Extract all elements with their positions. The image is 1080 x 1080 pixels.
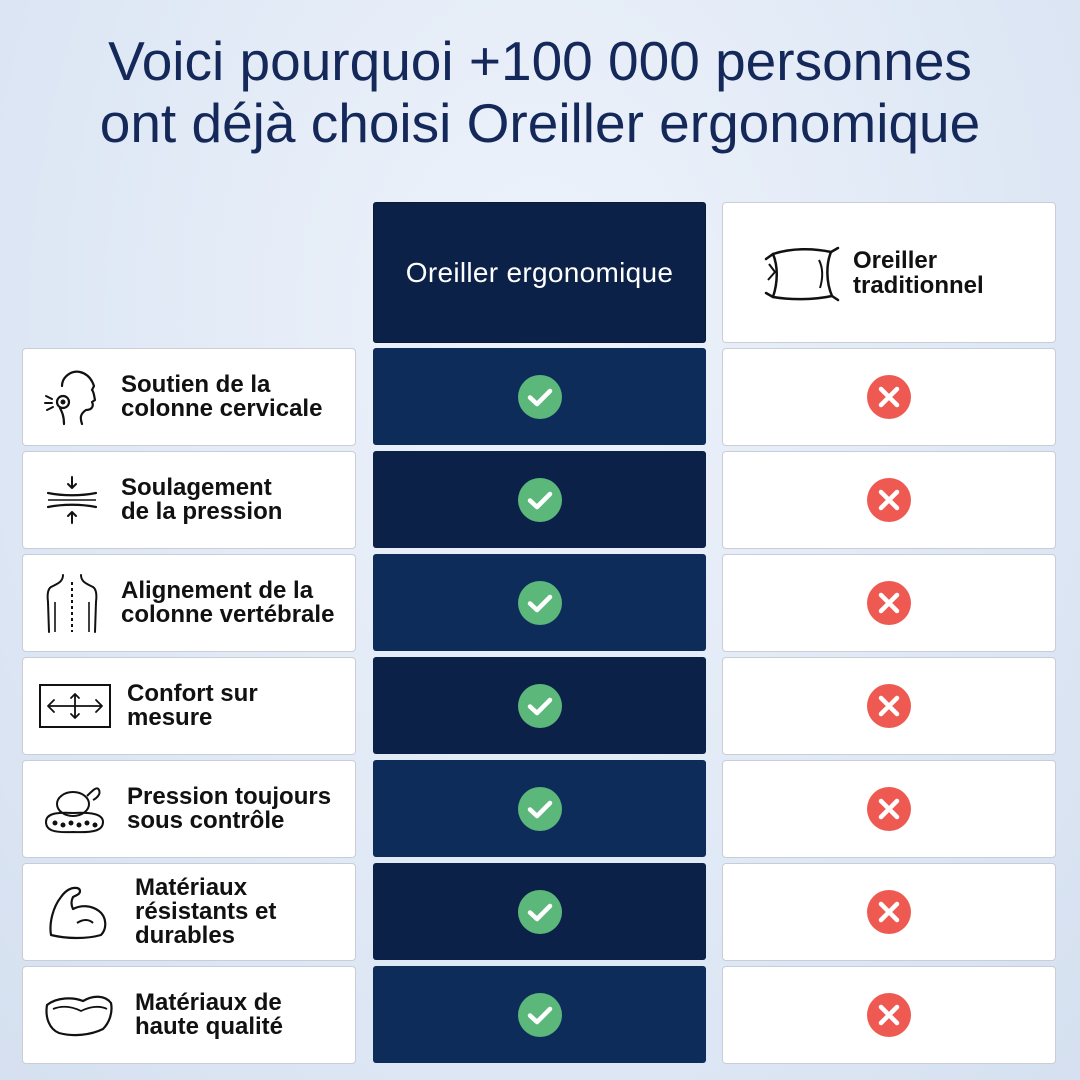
compression-icon xyxy=(23,475,121,525)
feature-row-pressure-control xyxy=(22,760,356,858)
feature-label-line2: mesure xyxy=(127,704,213,731)
feature-label-line2: de la pression xyxy=(121,498,283,525)
feature-row-pressure-relief xyxy=(22,451,356,549)
cross-icon xyxy=(866,477,912,523)
head-on-pillow-icon xyxy=(23,782,127,836)
traditional-cell xyxy=(722,451,1056,549)
cross-icon xyxy=(866,786,912,832)
ergonomic-cell xyxy=(373,966,706,1063)
feature-label xyxy=(135,991,283,1039)
feature-label-line1: Alignement de la xyxy=(121,577,314,604)
resize-icon xyxy=(23,683,127,729)
traditional-cell xyxy=(722,863,1056,961)
feature-label-line2: sous contrôle xyxy=(127,807,285,834)
feature-label xyxy=(121,579,334,627)
check-icon xyxy=(517,786,563,832)
ergonomic-cell xyxy=(373,451,706,548)
feature-label xyxy=(135,876,276,948)
check-icon xyxy=(517,992,563,1038)
ergonomic-cell xyxy=(373,760,706,857)
traditional-cell xyxy=(722,554,1056,652)
contour-pillow-icon xyxy=(23,991,135,1039)
feature-label-line2: colonne vertébrale xyxy=(121,601,335,628)
headline-line-2: ont déjà choisi Oreiller ergonomique xyxy=(99,92,981,154)
traditional-cell xyxy=(722,760,1056,858)
ergonomic-cell xyxy=(373,863,706,960)
check-icon xyxy=(517,889,563,935)
check-icon xyxy=(517,374,563,420)
feature-row-cervical-support xyxy=(22,348,356,446)
column-header-traditional-line1: Oreiller xyxy=(853,246,938,274)
check-icon xyxy=(517,580,563,626)
ergonomic-cell xyxy=(373,657,706,754)
check-icon xyxy=(517,683,563,729)
ergonomic-cell xyxy=(373,554,706,651)
feature-label-line2: haute qualité xyxy=(135,1013,284,1040)
feature-label-line1: Soutien de la xyxy=(121,371,271,398)
feature-row-custom-comfort xyxy=(22,657,356,755)
page-headline xyxy=(0,30,1080,154)
column-header-traditional-label xyxy=(853,248,1023,298)
check-icon xyxy=(517,477,563,523)
feature-label-line1: Matériaux de xyxy=(135,989,282,1016)
traditional-cell xyxy=(722,966,1056,1064)
column-header-ergonomic-label: Oreiller ergonomique xyxy=(405,256,674,288)
feature-row-durable-materials xyxy=(22,863,356,961)
feature-label-line2: résistants et xyxy=(135,898,277,925)
neck-icon xyxy=(23,366,121,428)
muscle-arm-icon xyxy=(23,883,135,941)
feature-row-spine-alignment xyxy=(22,554,356,652)
feature-row-quality-materials xyxy=(22,966,356,1064)
cross-icon xyxy=(866,374,912,420)
feature-label xyxy=(127,682,258,730)
pillow-icon xyxy=(763,242,841,304)
ergonomic-cell xyxy=(373,348,706,445)
feature-label-line1: Soulagement xyxy=(121,474,272,501)
feature-label xyxy=(127,785,331,833)
column-header-ergonomic xyxy=(373,202,706,343)
cross-icon xyxy=(866,580,912,626)
headline-line-1: Voici pourquoi +100 000 personnes xyxy=(108,30,972,92)
traditional-cell xyxy=(722,348,1056,446)
spine-icon xyxy=(23,572,121,634)
feature-label-line2: colonne cervicale xyxy=(121,395,323,422)
feature-label-line3: durables xyxy=(135,922,236,949)
traditional-cell xyxy=(722,657,1056,755)
column-header-traditional-line2: traditionnel xyxy=(853,271,984,299)
cross-icon xyxy=(866,889,912,935)
feature-label-line1: Matériaux xyxy=(135,874,248,901)
cross-icon xyxy=(866,992,912,1038)
feature-label-line1: Pression toujours xyxy=(127,783,332,810)
cross-icon xyxy=(866,683,912,729)
feature-label xyxy=(121,476,282,524)
column-header-traditional xyxy=(722,202,1056,343)
feature-label-line1: Confort sur xyxy=(127,680,258,707)
feature-label xyxy=(121,373,322,421)
